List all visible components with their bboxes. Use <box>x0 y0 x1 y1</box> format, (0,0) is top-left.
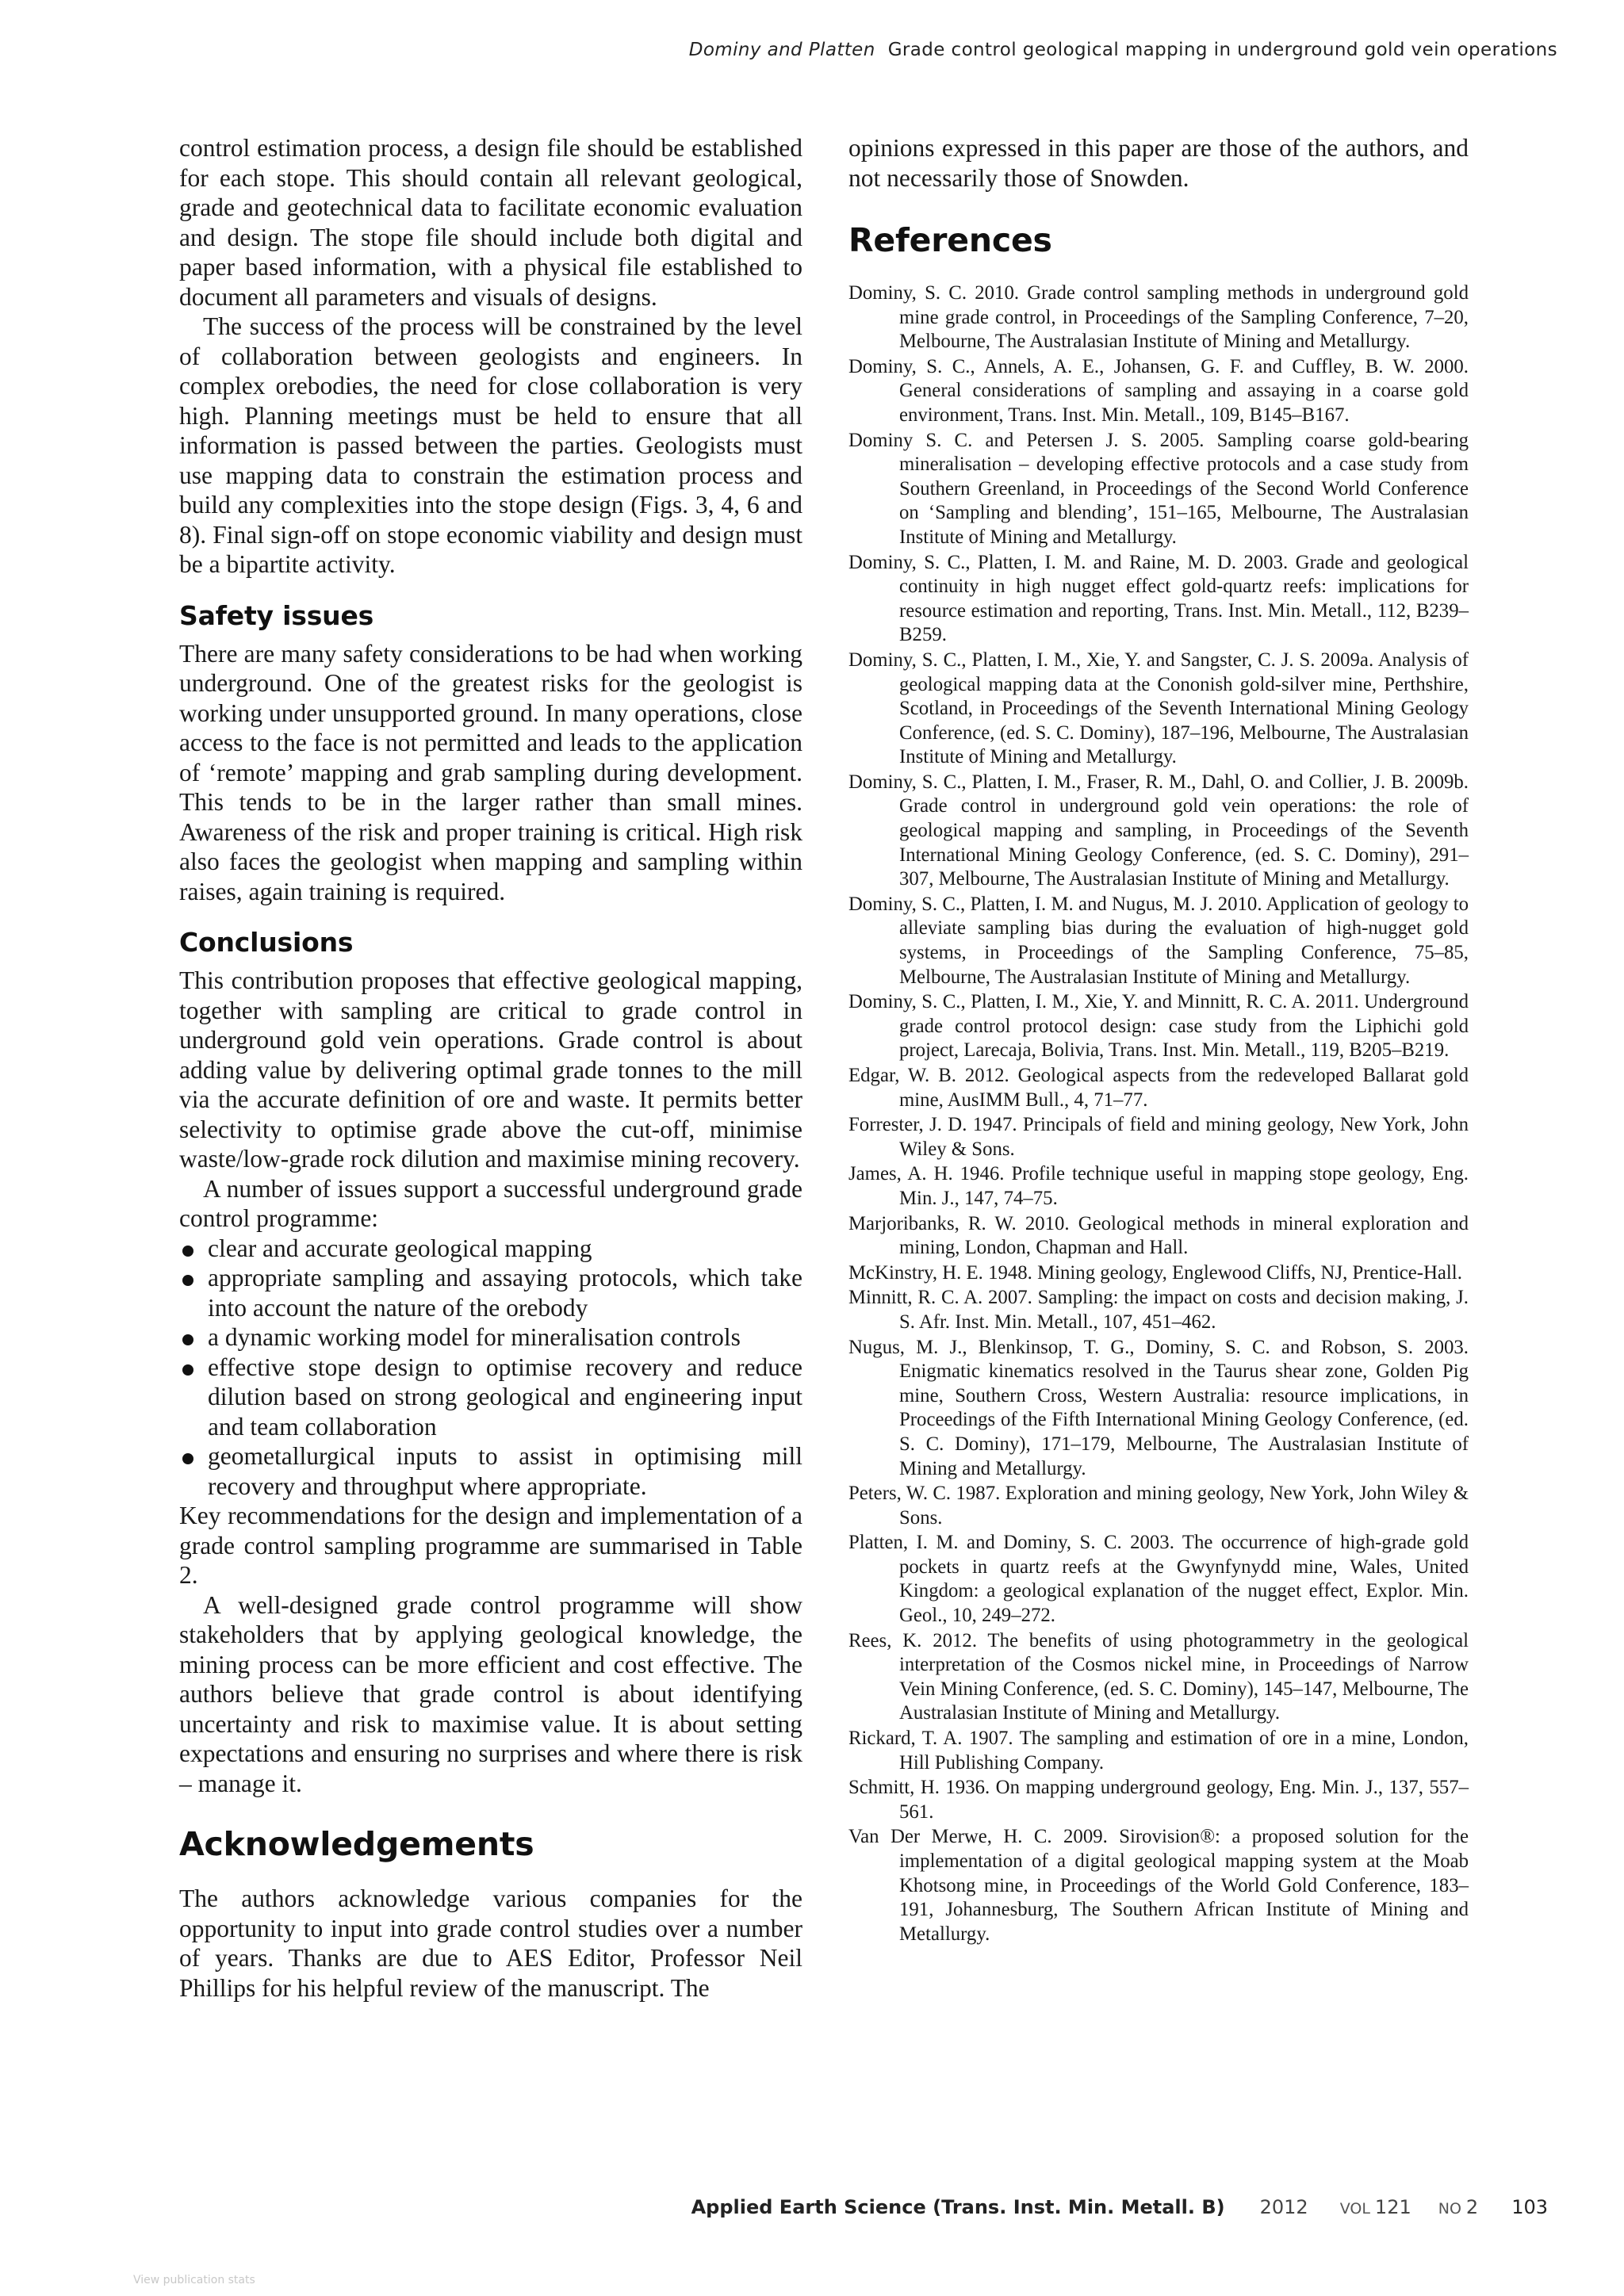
issue-number: 2 <box>1465 2196 1479 2218</box>
paragraph: opinions expressed in this paper are those of the authors, and not necessarily those of Snowden. <box>848 134 1469 192</box>
reference-item: Dominy S. C. and Petersen J. S. 2005. Sampling coarse gold-bearing mineralisation – developing effective protocols and a case study from Southern Greenland, in Proceedings of the Second World Conference on ‘Sampling and blending’, 151–165, Melbourne, The Australasian Institute of Mining and Metallurgy. <box>848 429 1469 548</box>
publication-stats-link[interactable]: View publication stats <box>133 2274 255 2286</box>
volume-label: VOL <box>1339 2200 1370 2218</box>
reference-item: Edgar, W. B. 2012. Geological aspects from the redeveloped Ballarat gold mine, AusIMM Bull., 4, 71–77. <box>848 1065 1469 1111</box>
reference-item: Dominy, S. C., Annels, A. E., Johansen, G. F. and Cuffley, B. W. 2000. General considerations of sampling and assaying in a coarse gold environment, Trans. Inst. Min. Metall., 109, B145–B167. <box>848 355 1469 426</box>
reference-list <box>848 281 1469 1946</box>
bullet-text: clear and accurate geological mapping <box>208 1234 592 1262</box>
reference-item: Forrester, J. D. 1947. Principals of field and mining geology, New York, John Wiley & Sons. <box>848 1114 1469 1160</box>
reference-item: Dominy, S. C., Platten, I. M., Fraser, R. M., Dahl, O. and Collier, J. B. 2009b. Grade control in underground gold vein operations: the role of geological mapping and sampling, in Proceedings of the Seventh International Mining Geology Conference, (ed. S. C. Dominy), 291–307, Melbourne, The Australasian Institute of Mining and Metallurgy. <box>848 771 1469 890</box>
reference-item: Dominy, S. C., Platten, I. M. and Raine, M. D. 2003. Grade and geological continuity in high nugget effect gold-quartz reefs: implications for resource estimation and reporting, Trans. Inst. Min. Metall., 112, B239–B259. <box>848 551 1469 646</box>
page-footer <box>691 2196 1548 2218</box>
section-heading-conclusions: Conclusions <box>179 927 354 958</box>
reference-item: Marjoribanks, R. W. 2010. Geological methods in mineral exploration and mining, London, Chapman and Hall. <box>848 1212 1469 1259</box>
section-heading-references: References <box>848 221 1052 259</box>
running-head <box>689 40 1557 60</box>
reference-item: Dominy, S. C., Platten, I. M. and Nugus, M. J. 2010. Application of geology to alleviate sampling bias during the evaluation of high-nugget gold systems, in Proceedings of the Sampling Conference, 75–85, Melbourne, The Australasian Institute of Mining and Metallurgy. <box>848 893 1469 988</box>
bullet-list <box>179 1234 802 1502</box>
paragraph: A well-designed grade control programme will show stakeholders that by applying geological knowledge, the mining process can be more efficient and cost effective. The authors believe that grade control is about identifying uncertainty and risk to maximise value. It is about setting expectations and ensuring no surprises and where there is risk – manage it. <box>179 1590 802 1797</box>
reference-item: James, A. H. 1946. Profile technique useful in mapping stope geology, Eng. Min. J., 147, 74–75. <box>848 1163 1469 1209</box>
reference-item: Rees, K. 2012. The benefits of using photogrammetry in the geological interpretation of the Cosmos nickel mine, in Proceedings of Narrow Vein Mining Conference, (ed. S. C. Dominy), 145–147, Melbourne, The Australasian Institute of Mining and Metallurgy. <box>848 1629 1469 1724</box>
running-head-authors: Dominy and Platten <box>688 40 875 60</box>
paragraph: Key recommendations for the design and implementation of a grade control sampling programme are summarised in Table 2. <box>179 1502 802 1589</box>
bullet-text: geometallurgical inputs to assist in optimising mill recovery and throughput where appropriate. <box>208 1442 802 1500</box>
volume-number: 121 <box>1374 2196 1411 2218</box>
reference-item: Peters, W. C. 1987. Exploration and mining geology, New York, John Wiley & Sons. <box>848 1483 1469 1529</box>
bullet-item <box>179 1263 802 1322</box>
reference-item: Platten, I. M. and Dominy, S. C. 2003. The occurrence of high-grade gold pockets in quartz reefs at the Gwynfynydd mine, Wales, United Kingdom: a geological explanation of the nugget effect, Explor. Min. Geol., 10, 249–272. <box>848 1532 1469 1627</box>
reference-item: Rickard, T. A. 1907. The sampling and estimation of ore in a mine, London, Hill Publishing Company. <box>848 1728 1469 1774</box>
section-heading-safety: Safety issues <box>179 599 374 631</box>
paragraph: There are many safety considerations to be had when working underground. One of the greatest risks for the geologist is working under unsupported ground. In many operations, close access to the face is not permitted and leads to the application of ‘remote’ mapping and grab sampling during development. This tends to be in the larger rather than small mines. Awareness of the risk and proper training is critical. High risk also faces the geologist when mapping and sampling within raises, again training is required. <box>179 639 802 905</box>
paragraph: A number of issues support a successful underground grade control programme: <box>179 1174 802 1232</box>
bullet-dot-icon <box>182 1364 193 1376</box>
bullet-text: a dynamic working model for mineralisation controls <box>208 1323 741 1351</box>
journal-name: Applied Earth Science (Trans. Inst. Min. Metall. B) <box>691 2196 1225 2218</box>
reference-item: Schmitt, H. 1936. On mapping underground geology, Eng. Min. J., 137, 557–561. <box>848 1777 1469 1823</box>
journal-year: 2012 <box>1259 2196 1308 2218</box>
bullet-text: effective stope design to optimise recovery and reduce dilution based on strong geological and engineering input and team collaboration <box>208 1353 802 1441</box>
running-head-title: Grade control geological mapping in underground gold vein operations <box>887 40 1557 60</box>
bullet-dot-icon <box>182 1453 193 1464</box>
right-column <box>848 133 1469 1947</box>
bullet-item <box>179 1353 802 1442</box>
issue-label: NO <box>1438 2200 1461 2218</box>
bullet-text: appropriate sampling and assaying protocols, which take into account the nature of the orebody <box>208 1264 802 1322</box>
bullet-item <box>179 1322 802 1353</box>
bullet-item <box>179 1441 802 1501</box>
page-number: 103 <box>1511 2196 1548 2218</box>
bullet-dot-icon <box>182 1334 193 1345</box>
paragraph: The success of the process will be constrained by the level of collaboration between geologists and engineers. In complex orebodies, the need for close collaboration is very high. Planning meetings must be held to ensure that all information is passed between the parties. Geologists must use mapping data to constrain the estimation process and build any complexities into the stope design (Figs. 3, 4, 6 and 8). Final sign-off on stope economic viability and design must be a bipartite activity. <box>179 312 802 578</box>
bullet-dot-icon <box>182 1246 193 1257</box>
reference-item: Dominy, S. C. 2010. Grade control sampling methods in underground gold mine grade control, in Proceedings of the Sampling Conference, 7–20, Melbourne, The Australasian Institute of Mining and Metallurgy. <box>848 282 1469 353</box>
bullet-dot-icon <box>182 1275 193 1286</box>
left-column <box>179 133 802 2003</box>
paragraph: The authors acknowledge various companies for the opportunity to input into grade control studies over a number of years. Thanks are due to AES Editor, Professor Neil Phillips for his helpful review of the manuscript. The <box>179 1885 802 2002</box>
reference-item: McKinstry, H. E. 1948. Mining geology, Englewood Cliffs, NJ, Prentice-Hall. <box>848 1261 1462 1284</box>
bullet-item <box>179 1234 802 1264</box>
paragraph: control estimation process, a design file should be established for each stope. This should contain all relevant geological, grade and geotechnical data to facilitate economic evaluation and design. The stope file should include both digital and paper based information, with a physical file established to document all parameters and visuals of designs. <box>179 134 802 311</box>
paragraph: This contribution proposes that effective geological mapping, together with sampling are critical to grade control in underground gold vein operations. Grade control is about adding value by delivering optimal grade tonnes to the mill via the accurate definition of ore and waste. It permits better selectivity to optimise grade above the cut-off, minimise waste/low-grade rock dilution and maximise mining recovery. <box>179 966 802 1173</box>
reference-item: Minnitt, R. C. A. 2007. Sampling: the impact on costs and decision making, J. S. Afr. Inst. Min. Metall., 107, 451–462. <box>848 1287 1469 1333</box>
section-heading-acknowledgements: Acknowledgements <box>179 1825 534 1863</box>
reference-item: Dominy, S. C., Platten, I. M., Xie, Y. and Sangster, C. J. S. 2009a. Analysis of geological mapping data at the Cononish gold-silver mine, Perthshire, Scotland, in Proceedings of the Seventh International Mining Geology Conference, (ed. S. C. Dominy), 187–196, Melbourne, The Australasian Institute of Mining and Metallurgy. <box>848 649 1469 768</box>
reference-item: Nugus, M. J., Blenkinsop, T. G., Dominy, S. C. and Robson, S. 2003. Enigmatic kinematics resolved in the Taurus shear zone, Golden Pig mine, Southern Cross, Western Australia: resource implications, in Proceedings of the Fifth International Mining Geology Conference, (ed. S. C. Dominy), 171–179, Melbourne, The Australasian Institute of Mining and Metallurgy. <box>848 1336 1469 1479</box>
reference-item: Van Der Merwe, H. C. 2009. Sirovision®: a proposed solution for the implementation of a digital geological mapping system at the Moab Khotsong mine, in Proceedings of the World Gold Conference, 183–191, Johannesburg, The Southern African Institute of Mining and Metallurgy. <box>848 1826 1469 1945</box>
reference-item: Dominy, S. C., Platten, I. M., Xie, Y. and Minnitt, R. C. A. 2011. Underground grade control protocol design: case study from the Liphichi gold project, Larecaja, Bolivia, Trans. Inst. Min. Metall., 119, B205–B219. <box>848 991 1469 1062</box>
